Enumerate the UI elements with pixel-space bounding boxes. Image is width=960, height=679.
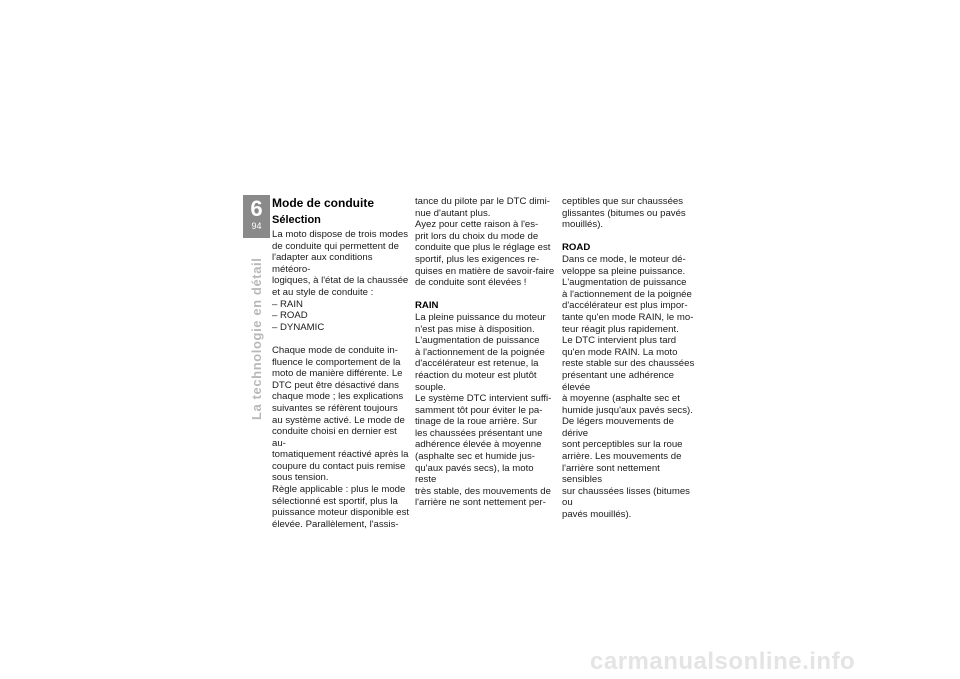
subsection-title: Sélection [272, 214, 321, 226]
body-paragraph: Chaque mode de conduite in- fluence le comportement de la moto de manière différente. Le DTC peut être désactivé dans chaque mode ; les explications suivantes se réfèrent toujours au système activé. Le mode de conduite choisi en dernier est au- tomatiquement réactivé après la coupure du contact puis remise sous tension. Règle applicable : plus le mode sélectionné est sportif, plus la puissance moteur disponible est élevée. Parallèlement, l'assis- [272, 344, 410, 530]
list-item-dynamic: – DYNAMIC [272, 321, 325, 333]
rain-paragraph: La pleine puissance du moteur n'est pas mise à disposition. L'augmentation de puissance à l'actionnement de la poignée d'accélérateur est retenue, la réaction du moteur est plutôt souple. Le système DTC intervient suffi- samment tôt pour éviter le pa- tinage de la roue arrière. Sur les chaussées présentant une adhérence élevée à moyenne (asphalte sec et humide jus- qu'aux pavés secs), la moto reste très stable, des mouvements de l'arrière ne sont nettement per- [415, 311, 552, 509]
chapter-side-title: La technologie en détail [249, 257, 264, 420]
list-item-road: – ROAD [272, 310, 308, 322]
text-column-1 [272, 196, 412, 530]
list-item-rain: – RAIN [272, 298, 303, 310]
road-heading: ROAD [562, 242, 591, 254]
intro-paragraph: La moto dispose de trois modes de conduite qui permettent de l'adapter aux conditions météoro- logiques, à l'état de la chaussée et au style de conduite : [272, 229, 409, 298]
road-paragraph: Dans ce mode, le moteur dé- veloppe sa pleine puissance. L'augmentation de puissance à l'actionnement de la poignée d'accélérateur est plus impor- tante qu'en mode RAIN, le mo- teur réagit plus rapidement. Le DTC intervient plus tard qu'en mode RAIN. La moto reste stable sur des chaussées présentant une adhérence élevée à moyenne (asphalte sec et humide jusqu'aux pavés secs). De légers mouvements de dérive sont perceptibles sur la roue arrière. Les mouvements de l'arrière sont nettement sensibles sur chaussées lisses (bitumes ou pavés mouillés). [562, 253, 695, 521]
body-paragraph-continued: tance du pilote par le DTC dimi- nue d'autant plus. Ayez pour cette raison à l'es- prit lors du choix du mode de conduite que plus le réglage est sportif, plus les exigences re- quises en matière de savoir-faire de conduite sont élevées ! [415, 196, 555, 289]
watermark: carmanualsonline.info [590, 648, 856, 675]
text-column-3 [562, 196, 702, 521]
chapter-number: 6 [250, 196, 263, 221]
rain-paragraph-continued: ceptibles que sur chaussées glissantes (bitumes ou pavés mouillés). [562, 196, 686, 231]
page-number: 94 [251, 221, 262, 231]
section-title: Mode de conduite [272, 196, 374, 210]
text-column-2 [415, 196, 555, 509]
rain-heading: RAIN [415, 300, 439, 312]
